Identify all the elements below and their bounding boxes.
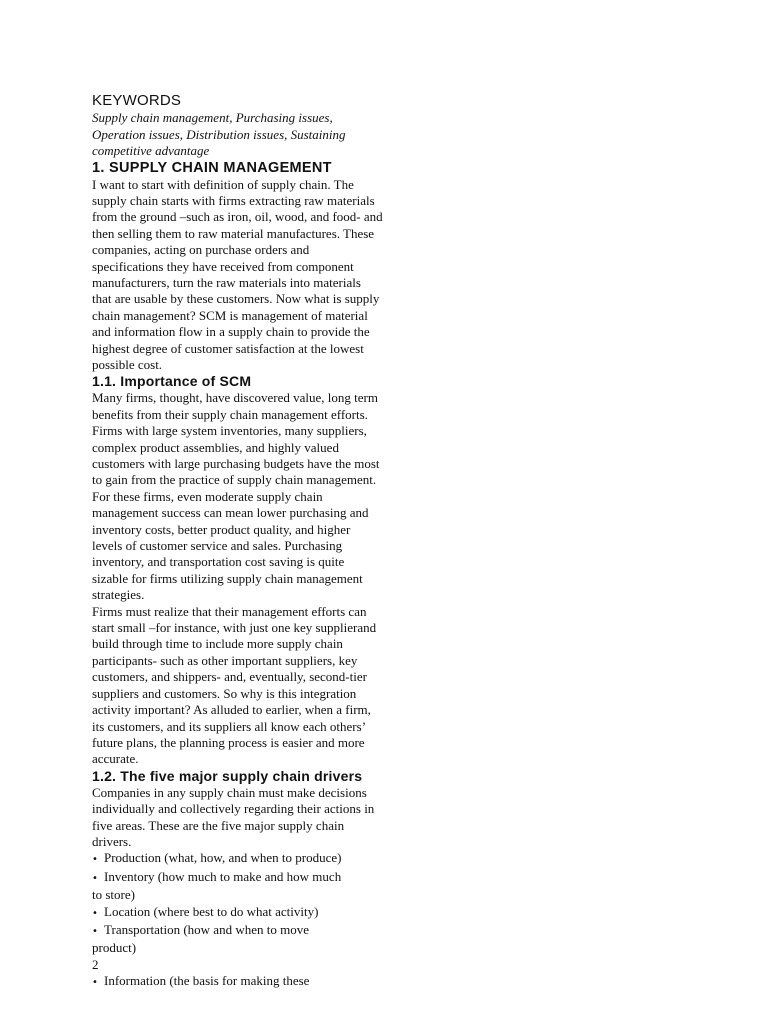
body-line: accurate. — [92, 751, 139, 767]
body-line: benefits from their supply chain management efforts. — [92, 406, 368, 422]
keywords-block — [92, 92, 422, 160]
document-page — [92, 92, 422, 992]
subsection-heading: 1.1. Importance of SCM — [92, 373, 252, 390]
body-line: For these firms, even moderate supply chain — [92, 488, 323, 504]
body-line: management success can mean lower purchasing and — [92, 505, 369, 521]
keywords-line: Operation issues, Distribution issues, Sustaining — [92, 126, 346, 142]
bullet-text: Transportation (how and when to move — [104, 921, 309, 937]
subsection-heading: 1.2. The five major supply chain drivers — [92, 767, 363, 784]
section-importance-of-scm — [92, 373, 422, 767]
bullet-icon: • — [92, 977, 98, 989]
bullet-continuation: to store) — [92, 887, 135, 903]
bullet-text: Location (where best to do what activity) — [104, 903, 319, 919]
body-line: customers, and shippers- and, eventually, second-tier — [92, 669, 367, 685]
body-line: Firms must realize that their management efforts can — [92, 603, 367, 619]
body-line: sizable for firms utilizing supply chain management — [92, 570, 363, 586]
body-line: its customers, and its suppliers all know each others’ — [92, 718, 367, 734]
section-five-drivers — [92, 768, 422, 992]
body-line: drivers. — [92, 833, 132, 849]
section-supply-chain-management — [92, 160, 422, 374]
bullet-item — [92, 904, 422, 922]
body-line: then selling them to raw material manufactures. These — [92, 225, 375, 241]
keywords-line: Supply chain management, Purchasing issues, — [92, 110, 333, 125]
body-line: Companies in any supply chain must make decisions — [92, 784, 367, 800]
body-line: Firms with large system inventories, many suppliers, — [92, 423, 367, 439]
bullet-item — [92, 922, 422, 940]
bullet-text: Information (the basis for making these — [104, 973, 310, 989]
keywords-line: competitive advantage — [92, 143, 210, 158]
body-line: highest degree of customer satisfaction at the lowest — [92, 340, 364, 356]
body-line: to gain from the practice of supply chain management. — [92, 472, 377, 488]
bullet-item — [92, 850, 422, 868]
body-line: specifications they have received from component — [92, 258, 354, 274]
body-line: that are usable by these customers. Now what is supply — [92, 291, 380, 307]
body-line: future plans, the planning process is easier and more — [92, 734, 365, 750]
body-line: supply chain starts with firms extracting raw materials — [92, 192, 375, 208]
body-line: strategies. — [92, 587, 145, 603]
body-line: Many firms, thought, have discovered value, long term — [92, 390, 378, 406]
bullet-text: Inventory (how much to make and how much — [104, 868, 342, 884]
body-line: from the ground –such as iron, oil, wood, and food- and — [92, 209, 383, 225]
bullet-icon: • — [92, 854, 98, 866]
body-line: customers with large purchasing budgets have the most — [92, 456, 380, 471]
body-line: and information flow in a supply chain to provide the — [92, 324, 370, 340]
body-line: inventory, and transportation cost saving is quite — [92, 554, 345, 570]
body-line: possible cost. — [92, 356, 163, 372]
body-line: levels of customer service and sales. Purchasing — [92, 538, 343, 554]
body-line: inventory costs, better product quality, and higher — [92, 521, 351, 537]
body-line: activity important? As alluded to earlier, when a firm, — [92, 702, 371, 718]
page-number: 2 — [92, 956, 99, 972]
body-line: I want to start with definition of supply chain. The — [92, 176, 354, 192]
bullet-icon: • — [92, 872, 98, 884]
body-line: complex product assemblies, and highly valued — [92, 439, 339, 455]
bullet-text: Production (what, how, and when to produce) — [104, 850, 342, 866]
bullet-item — [92, 869, 422, 887]
body-line: build through time to include more supply chain — [92, 636, 343, 652]
bullet-continuation: product) — [92, 940, 137, 956]
bullet-icon: • — [92, 907, 98, 919]
body-line: suppliers and customers. So why is this integration — [92, 685, 357, 701]
section-heading: 1. SUPPLY CHAIN MANAGEMENT — [92, 159, 332, 176]
body-line: manufacturers, turn the raw materials into materials — [92, 274, 361, 290]
body-line: participants- such as other important suppliers, key — [92, 652, 358, 668]
body-line: companies, acting on purchase orders and — [92, 242, 310, 258]
keywords-heading: KEYWORDS — [92, 92, 182, 109]
bullet-item — [92, 973, 422, 991]
body-line: chain management? SCM is management of material — [92, 307, 368, 323]
body-line: five areas. These are the five major supply chain — [92, 817, 345, 833]
body-line: individually and collectively regarding their actions in — [92, 801, 375, 817]
body-line: start small –for instance, with just one key supplierand — [92, 620, 377, 636]
bullet-icon: • — [92, 925, 98, 937]
